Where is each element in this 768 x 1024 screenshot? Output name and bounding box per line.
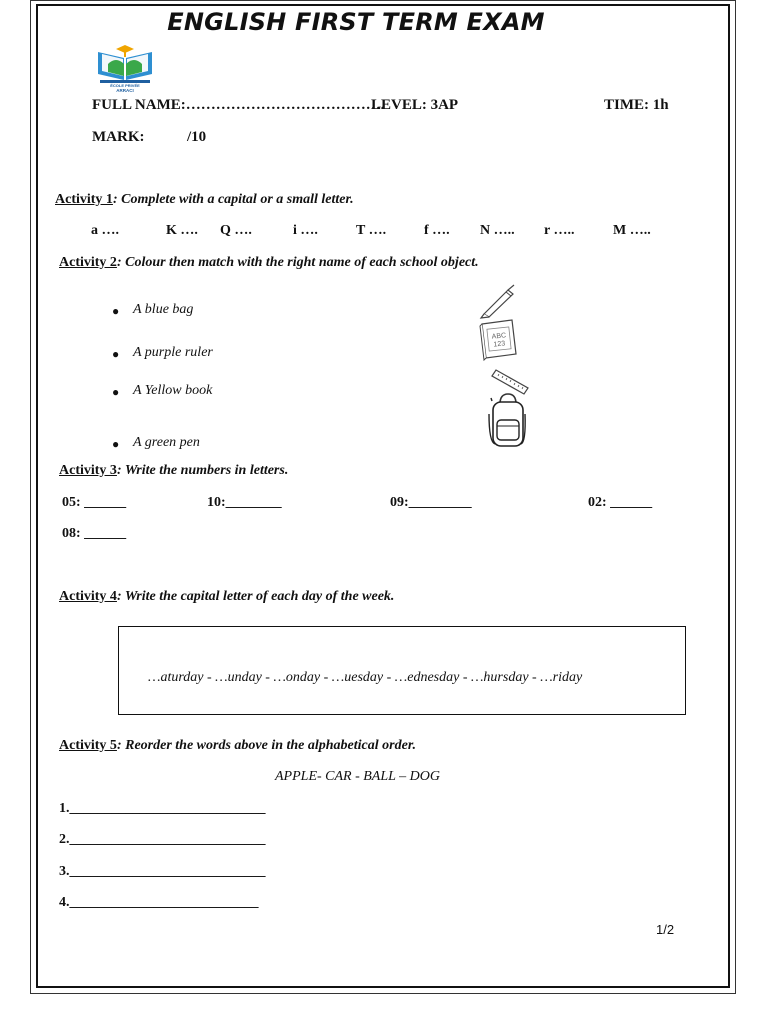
page-number: 1/2 xyxy=(656,922,675,937)
letter-item[interactable]: a …. xyxy=(91,223,119,238)
answer-line[interactable]: 3.____________________________ xyxy=(59,864,266,879)
number-blank[interactable]: 08: ______ xyxy=(62,526,127,541)
exam-title: ENGLISH FIRST TERM EXAM xyxy=(167,8,545,36)
full-name-field[interactable]: FULL NAME:…………………………………. xyxy=(92,97,385,113)
activity-2-instruction: : Colour then match with the right name of each school object. xyxy=(116,255,479,270)
activity-4-label: Activity 4 xyxy=(59,589,117,604)
object-name-item[interactable]: A purple ruler xyxy=(133,345,213,360)
letter-item[interactable]: K …. xyxy=(166,223,198,238)
activity-1-heading xyxy=(55,192,354,208)
pen-icon[interactable] xyxy=(478,284,518,318)
number-blank[interactable]: 09:_________ xyxy=(390,495,472,510)
bullet-dot: ● xyxy=(112,347,120,361)
letter-item[interactable]: r ….. xyxy=(544,223,575,238)
letter-item[interactable]: M ….. xyxy=(613,223,651,238)
activity-2-label: Activity 2 xyxy=(59,255,117,270)
answer-line[interactable]: 4.___________________________ xyxy=(59,895,259,910)
answer-line[interactable]: 1.____________________________ xyxy=(59,801,266,816)
bullet-dot: ● xyxy=(112,437,120,451)
letter-item[interactable]: N ….. xyxy=(480,223,515,238)
book-cover-text: ABC xyxy=(491,332,507,341)
activity-3-instruction: : Write the numbers in letters. xyxy=(116,463,289,478)
time-label: TIME: 1h xyxy=(604,97,669,113)
school-logo xyxy=(94,42,156,92)
book-icon[interactable] xyxy=(478,318,522,360)
letter-item[interactable]: Q …. xyxy=(220,223,252,238)
svg-text:ÉCOLE PRIVÉE: ÉCOLE PRIVÉE xyxy=(110,83,140,88)
activity-1-instruction: : Complete with a capital or a small letter. xyxy=(112,192,354,207)
activity-5-heading xyxy=(59,738,416,754)
object-name-item[interactable]: A green pen xyxy=(133,435,200,450)
answer-line[interactable]: 2.____________________________ xyxy=(59,832,266,847)
activity-4-heading xyxy=(59,589,394,605)
mark-label: MARK: xyxy=(92,129,145,145)
activity-1-label: Activity 1 xyxy=(55,192,113,207)
activity-4-instruction: : Write the capital letter of each day of the week. xyxy=(116,589,395,604)
activity-5-instruction: : Reorder the words above in the alphabetical order. xyxy=(116,738,416,753)
activity-5-label: Activity 5 xyxy=(59,738,117,753)
object-name-item[interactable]: A Yellow book xyxy=(133,383,213,398)
letter-item[interactable]: T …. xyxy=(356,223,387,238)
bag-icon[interactable] xyxy=(486,392,528,452)
activity-2-heading xyxy=(59,255,479,271)
level-label: LEVEL: 3AP xyxy=(371,97,459,113)
object-name-item[interactable]: A blue bag xyxy=(133,302,194,317)
activity-3-heading xyxy=(59,463,288,479)
number-blank[interactable]: 02: ______ xyxy=(588,495,653,510)
svg-text:ARRACI: ARRACI xyxy=(116,88,134,93)
number-blank[interactable]: 10:________ xyxy=(207,495,282,510)
days-of-week-blanks[interactable]: …aturday - …unday - …onday - …uesday - …ednesday - …hursday - …riday xyxy=(148,670,583,685)
letter-item[interactable]: f …. xyxy=(424,223,450,238)
letter-item[interactable]: i …. xyxy=(293,223,318,238)
number-blank[interactable]: 05: ______ xyxy=(62,495,127,510)
words-to-reorder: APPLE- CAR - BALL – DOG xyxy=(275,769,441,784)
bullet-dot: ● xyxy=(112,304,120,318)
bullet-dot: ● xyxy=(112,385,120,399)
book-cover-text: 123 xyxy=(493,340,506,349)
mark-value[interactable]: /10 xyxy=(187,129,207,145)
activity-3-label: Activity 3 xyxy=(59,463,117,478)
